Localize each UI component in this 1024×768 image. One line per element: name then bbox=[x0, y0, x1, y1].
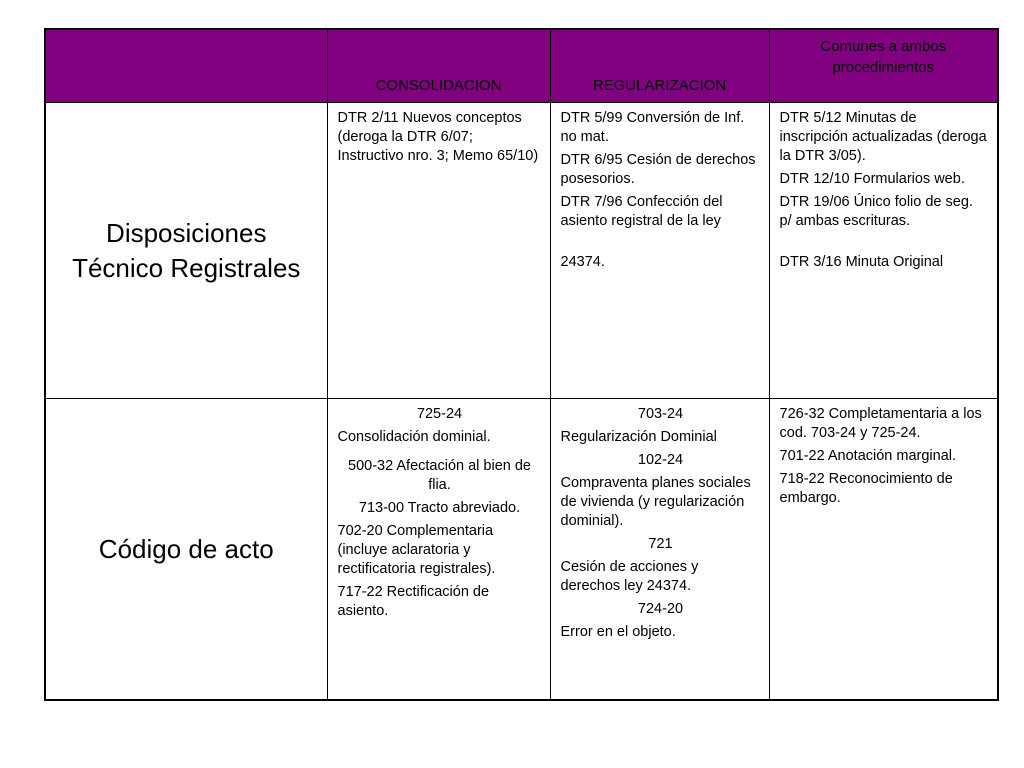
cell-text: 24374. bbox=[560, 254, 605, 270]
cell-text: DTR 19/06 Único folio de seg. p/ ambas escrituras. bbox=[779, 194, 973, 229]
header-regularizacion: REGULARIZACION bbox=[550, 29, 769, 103]
cell-text: 726-32 Completamentaria a los cod. 703-24 y 725-24. bbox=[779, 406, 982, 441]
cell-text: DTR 3/16 Minuta Original bbox=[779, 254, 944, 270]
cell-text: 701-22 Anotación marginal. bbox=[779, 448, 957, 464]
cell-text: 718-22 Reconocimiento de embargo. bbox=[779, 471, 953, 506]
disposiciones-regularizacion-cell bbox=[550, 103, 769, 399]
cell-text: Error en el objeto. bbox=[560, 624, 676, 640]
cell-text: 713-00 Tracto abreviado. bbox=[358, 500, 521, 516]
codigo-regularizacion-cell bbox=[550, 399, 769, 701]
row-label-line2: Técnico Registrales bbox=[72, 252, 301, 283]
header-blank-cell bbox=[45, 29, 327, 103]
header-row bbox=[45, 29, 998, 103]
header-consolidacion: CONSOLIDACION bbox=[327, 29, 550, 103]
codigo-comunes-cell bbox=[769, 399, 998, 701]
cell-code: 703-24 bbox=[637, 406, 684, 422]
header-comunes-line2: procedimientos bbox=[832, 59, 935, 76]
row-label-codigo: Código de acto bbox=[45, 399, 327, 701]
cell-text: Cesión de acciones y derechos ley 24374. bbox=[560, 559, 699, 594]
cell-code: 721 bbox=[648, 536, 673, 552]
cell-text: DTR 6/95 Cesión de derechos posesorios. bbox=[560, 152, 756, 187]
procedures-table bbox=[44, 28, 999, 701]
cell-text: Consolidación dominial. bbox=[337, 429, 491, 445]
codigo-consolidacion-cell bbox=[327, 399, 550, 701]
cell-text: Regularización Dominial bbox=[560, 429, 717, 445]
table-row-codigo bbox=[45, 399, 998, 701]
cell-text: DTR 2/11 Nuevos conceptos (deroga la DTR 6/07; Instructivo nro. 3; Memo 65/10) bbox=[337, 110, 539, 164]
disposiciones-consolidacion-cell bbox=[327, 103, 550, 399]
header-comunes bbox=[769, 29, 998, 103]
row-label-line1: Disposiciones bbox=[106, 217, 267, 248]
cell-text: DTR 12/10 Formularios web. bbox=[779, 171, 965, 187]
cell-text: Compraventa planes sociales de vivienda (y regularización dominial). bbox=[560, 475, 751, 529]
cell-text: DTR 5/12 Minutas de inscripción actualizadas (deroga la DTR 3/05). bbox=[779, 110, 987, 164]
cell-text: 500-32 Afectación al bien de flia. bbox=[348, 458, 531, 493]
cell-text: 717-22 Rectificación de asiento. bbox=[337, 584, 490, 619]
cell-text: DTR 5/99 Conversión de Inf. no mat. bbox=[560, 110, 745, 145]
header-comunes-line1: Comunes a ambos bbox=[820, 38, 947, 55]
cell-text: 702-20 Complementaria (incluye aclaratoria y rectificatoria registrales). bbox=[337, 523, 496, 577]
cell-code: 724-20 bbox=[637, 601, 684, 617]
cell-code: 725-24 bbox=[416, 406, 463, 422]
row-label-disposiciones bbox=[45, 103, 327, 399]
table-row-disposiciones bbox=[45, 103, 998, 399]
cell-code: 102-24 bbox=[637, 452, 684, 468]
disposiciones-comunes-cell bbox=[769, 103, 998, 399]
cell-text: DTR 7/96 Confección del asiento registral de la ley bbox=[560, 194, 723, 229]
